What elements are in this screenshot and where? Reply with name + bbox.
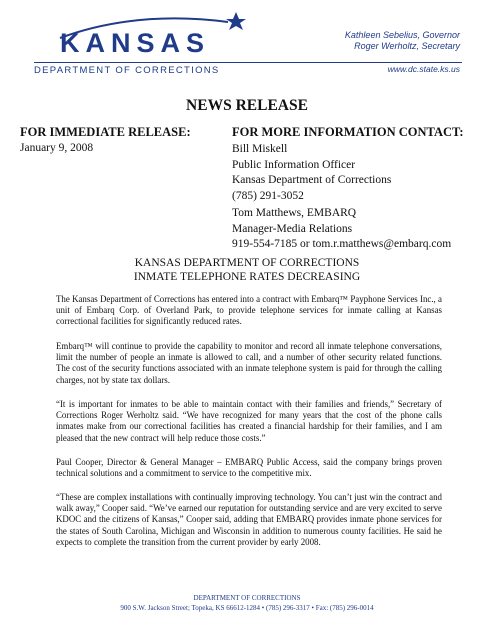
subheading-line: KANSAS DEPARTMENT OF CORRECTIONS: [134, 257, 360, 269]
contact-secondary: [232, 206, 451, 253]
footer-address: 900 S.W. Jackson Street; Topeka, KS 66612-1284 • (785) 296-3317 • Fax: (785) 296-0014: [120, 604, 374, 612]
contact-line: Kansas Department of Corrections: [232, 174, 392, 187]
body-paragraph: “It is important for inmates to be able to maintain contact with their families and friends,” Secretary of Corrections Roger Werholtz said. “We have recognized for many years that the cost of the phone calls inmates make from our correctional facilities has created a financial hardship for their families, and I am pleased that the new contract will help reduce those costs.”: [56, 399, 442, 443]
body-paragraph: “These are complex installations with continually improving technology. You can’t just win the contract and walk away,” Cooper said. “We’ve earned our reputation for outstanding service and are very excited to serve KDOC and the citizens of Kansas,” Cooper said, adding that EMBARQ provides inmate phone services for the states of South Carolina, Michigan and Wisconsin in addition to numerous county facilities. He said he expects to complete the transition from the current provider by early 2008.: [56, 492, 442, 547]
officials-block: [345, 30, 460, 52]
body-paragraph: The Kansas Department of Corrections has entered into a contract with Embarq™ Payphone Services Inc., a unit of Embarq Corp. of Overland Park, to provide telephone services for inmate calling at Kansas correctional facilities for significantly reduced rates.: [56, 294, 442, 327]
subheading-line: INMATE TELEPHONE RATES DECREASING: [133, 271, 361, 283]
website-link[interactable]: www.dc.state.ks.us: [387, 64, 460, 74]
body-paragraph: Embarq™ will continue to provide the capability to monitor and record all inmate telephone conversations, limit the number of people an inmate is allowed to call, and a number of other security related functions. The cost of the security functions associated with an inmate telephone system is paid for through the calling charges, not by state tax dollars.: [56, 341, 442, 385]
department-name: DEPARTMENT OF CORRECTIONS: [34, 65, 220, 76]
release-subheading: [0, 256, 494, 284]
governor-name: Kathleen Sebelius, Governor: [344, 30, 460, 40]
contact-primary: [232, 142, 391, 204]
logo-wordmark: KANSAS: [60, 28, 211, 58]
body-paragraph: Paul Cooper, Director & General Manager – EMBARQ Public Access, said the company brings proven technical solutions and a commitment to service to the competitive mix.: [56, 457, 442, 479]
footer-department: DEPARTMENT OF CORRECTIONS: [193, 594, 301, 602]
contact-line: Public Information Officer: [232, 158, 356, 171]
contact-line: 919-554-7185 or tom.r.matthews@embarq.com: [232, 238, 452, 251]
contact-line: Tom Matthews, EMBARQ: [232, 207, 357, 219]
release-heading: FOR IMMEDIATE RELEASE:: [20, 125, 191, 139]
contact-line: Bill Miskell: [232, 143, 288, 155]
header-divider: [34, 62, 462, 63]
contact-line: Manager-Media Relations: [232, 222, 353, 235]
contact-heading: FOR MORE INFORMATION CONTACT:: [232, 125, 464, 139]
contact-line: (785) 291-3052: [232, 189, 304, 202]
release-date: January 9, 2008: [20, 142, 94, 154]
secretary-name: Roger Werholtz, Secretary: [354, 41, 460, 51]
page-footer: [0, 593, 494, 613]
page-title: NEWS RELEASE: [186, 97, 308, 114]
